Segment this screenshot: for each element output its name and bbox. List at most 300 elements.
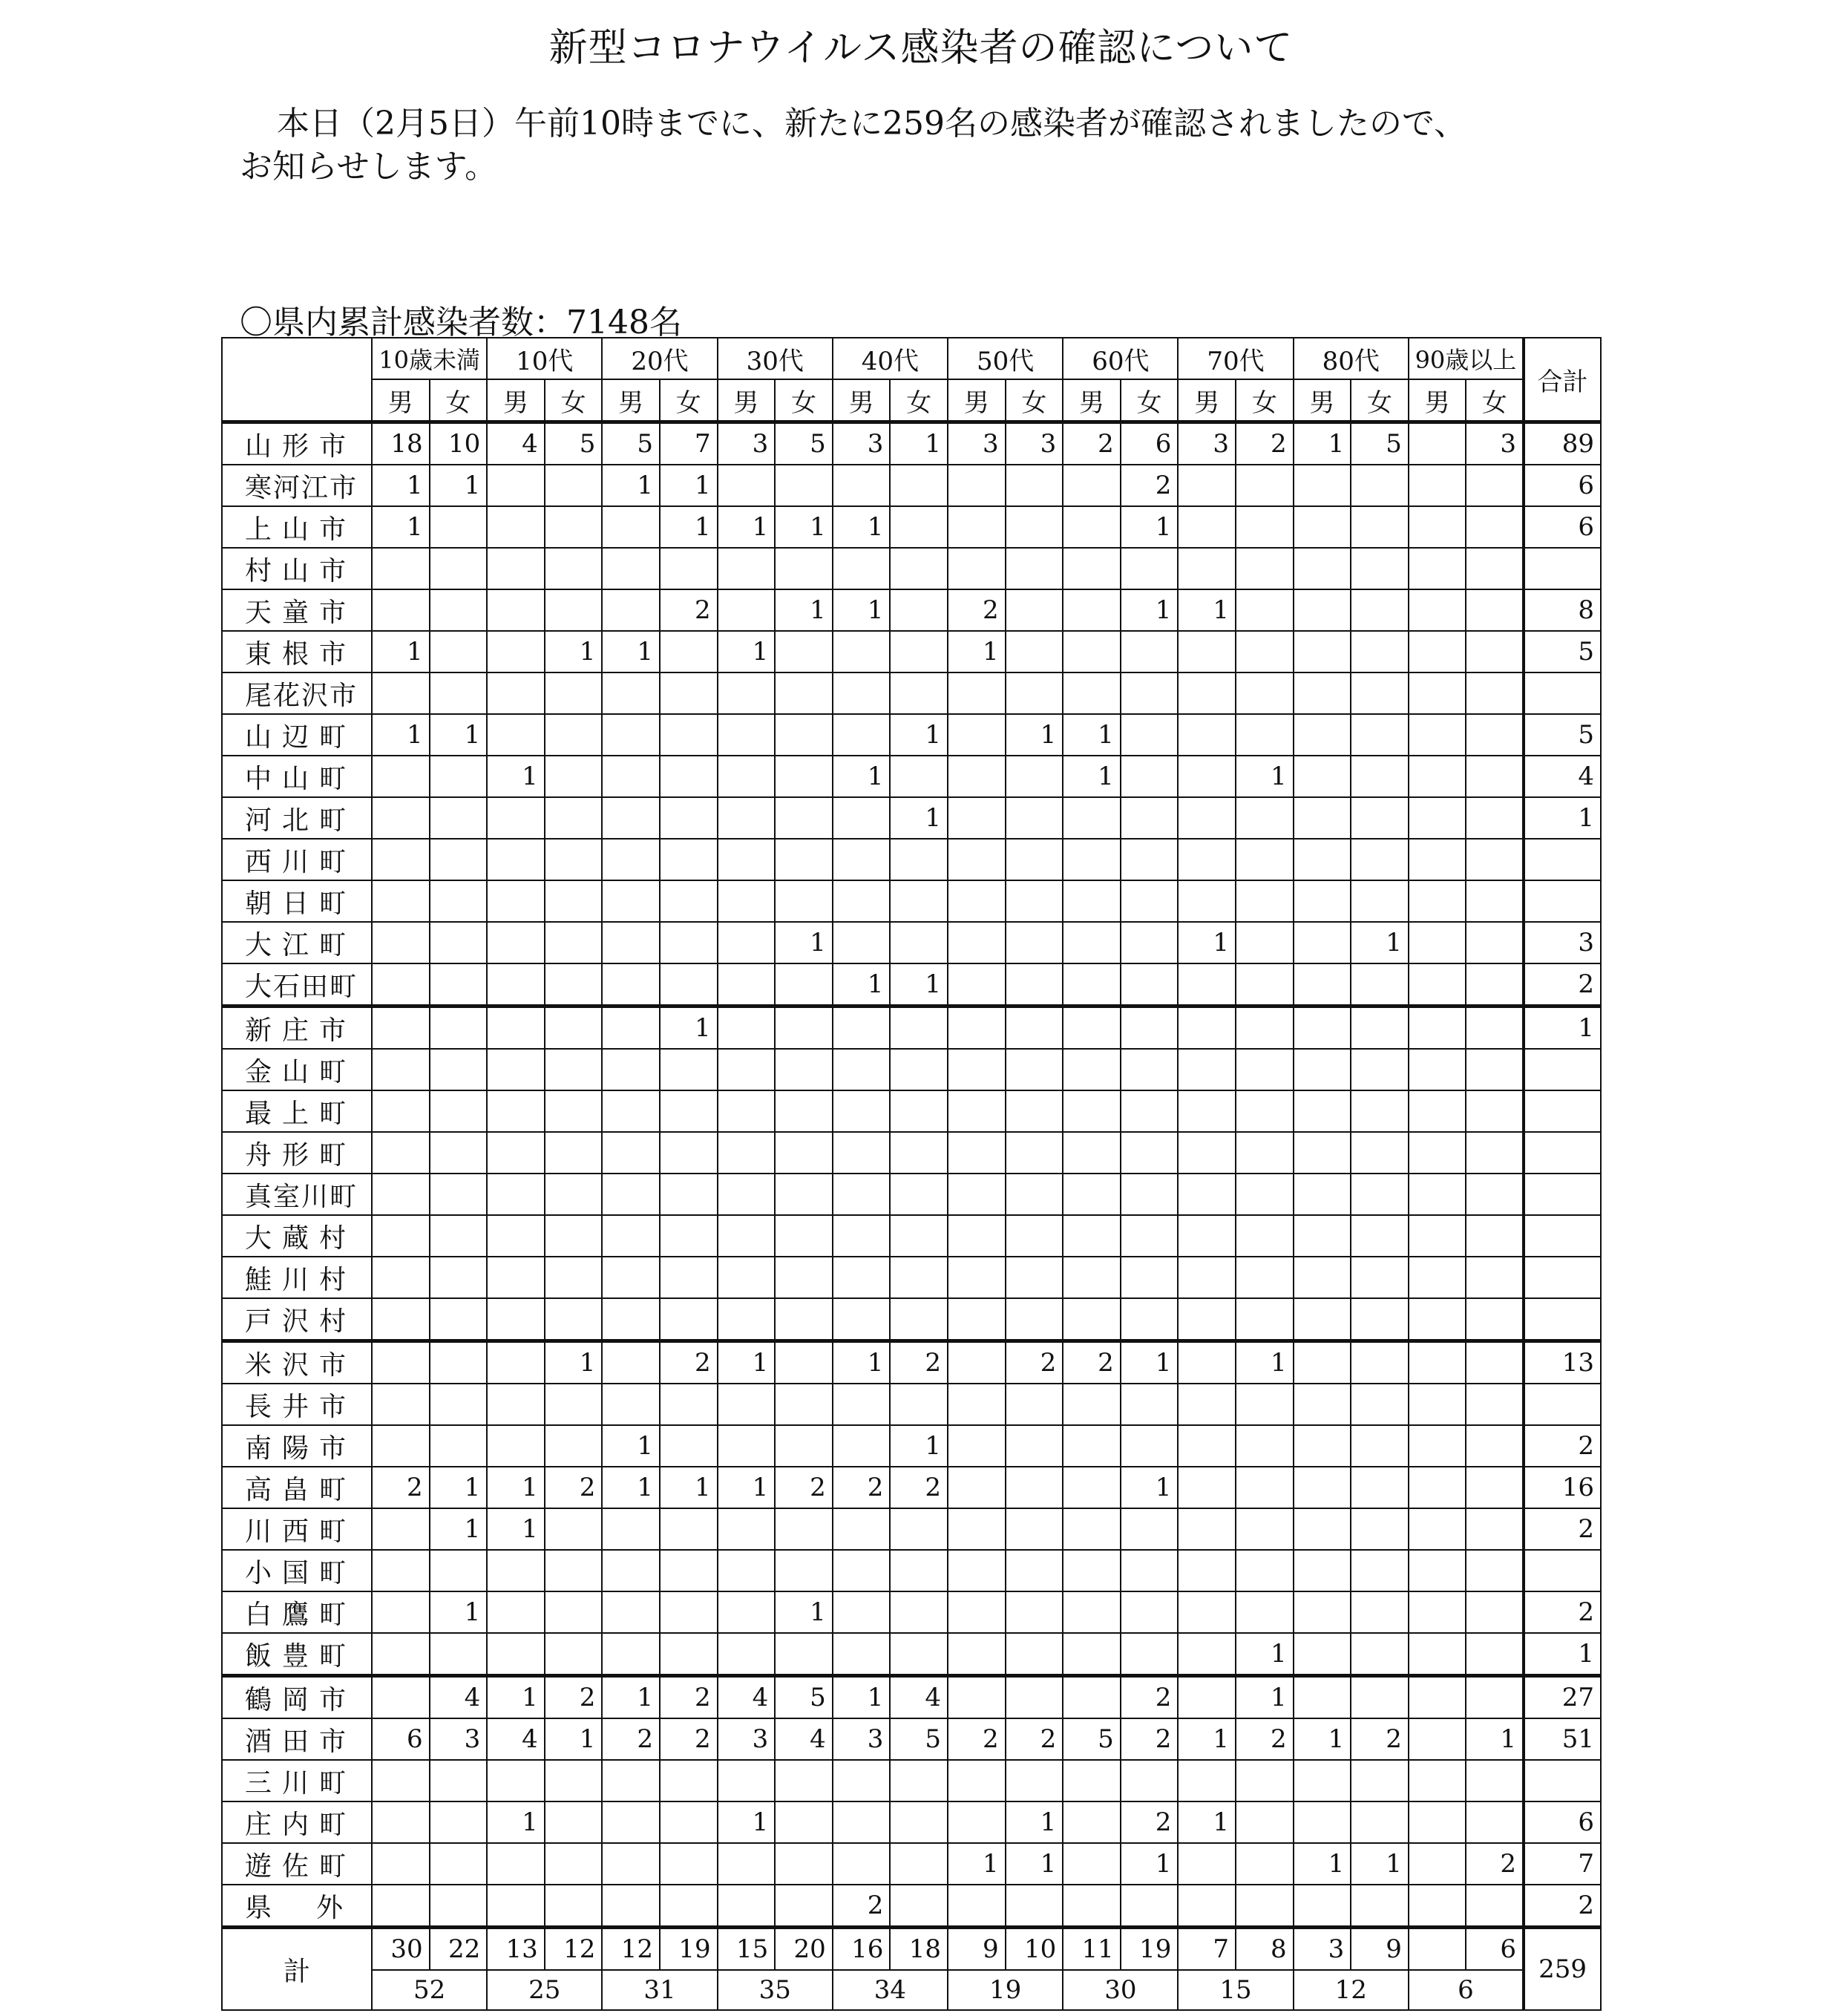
- count-cell: [660, 756, 718, 797]
- count-cell: [545, 922, 603, 963]
- table-row: [222, 1174, 1601, 1215]
- count-cell: [1063, 1049, 1121, 1090]
- table-row: [222, 506, 1601, 548]
- count-cell: [545, 506, 603, 548]
- municipality-name: 尾花沢市: [222, 672, 372, 714]
- count-cell: [775, 1760, 833, 1801]
- count-cell: [775, 1007, 833, 1050]
- row-total: [1524, 1132, 1601, 1174]
- municipality-name: 戸沢村: [222, 1298, 372, 1341]
- count-cell: 3: [718, 422, 776, 465]
- count-cell: [1466, 1508, 1524, 1550]
- count-cell: [430, 548, 488, 589]
- count-cell: [948, 1467, 1006, 1508]
- count-cell: 1: [775, 1591, 833, 1633]
- count-cell: [1121, 1257, 1179, 1298]
- count-cell: [660, 839, 718, 880]
- municipality-name: 長井市: [222, 1384, 372, 1425]
- count-cell: 6: [372, 1718, 430, 1760]
- count-cell: [545, 548, 603, 589]
- municipality-name: 三川町: [222, 1760, 372, 1801]
- count-cell: [1294, 1384, 1351, 1425]
- count-cell: 1: [372, 506, 430, 548]
- grand-total: 259: [1524, 1928, 1601, 2011]
- count-cell: [1294, 1885, 1351, 1928]
- count-cell: [1006, 1425, 1063, 1467]
- count-cell: [430, 1885, 488, 1928]
- table-row: [222, 422, 1601, 465]
- count-cell: [545, 589, 603, 631]
- count-cell: [1063, 963, 1121, 1007]
- count-cell: [948, 797, 1006, 839]
- municipality-name: 南陽市: [222, 1425, 372, 1467]
- count-cell: [1121, 1550, 1179, 1591]
- count-cell: [775, 672, 833, 714]
- count-cell: [1121, 1591, 1179, 1633]
- count-cell: [948, 1885, 1006, 1928]
- count-cell: [1178, 465, 1236, 506]
- count-cell: 2: [1063, 1341, 1121, 1384]
- table-row: [222, 714, 1601, 756]
- count-cell: [775, 1843, 833, 1885]
- municipality-name: 米沢市: [222, 1341, 372, 1384]
- count-cell: [1006, 1257, 1063, 1298]
- count-cell: [1178, 797, 1236, 839]
- count-cell: 1: [1178, 922, 1236, 963]
- count-cell: [1409, 1341, 1466, 1384]
- count-cell: 1: [833, 1676, 891, 1719]
- count-cell: [1178, 1508, 1236, 1550]
- count-cell: [1178, 963, 1236, 1007]
- count-cell: [487, 589, 545, 631]
- count-cell: [1063, 1591, 1121, 1633]
- count-cell: [833, 465, 891, 506]
- count-cell: [948, 506, 1006, 548]
- count-cell: 1: [1121, 506, 1179, 548]
- count-cell: [1351, 797, 1409, 839]
- municipality-name: 中山町: [222, 756, 372, 797]
- count-cell: 1: [775, 506, 833, 548]
- count-cell: [372, 797, 430, 839]
- count-cell: 4: [775, 1718, 833, 1760]
- count-cell: [660, 797, 718, 839]
- count-cell: 1: [602, 1467, 660, 1508]
- count-cell: 1: [430, 1467, 488, 1508]
- count-cell: [1063, 1801, 1121, 1843]
- count-cell: [833, 1132, 891, 1174]
- count-cell: [372, 839, 430, 880]
- count-cell: [1178, 1174, 1236, 1215]
- count-cell: 5: [1351, 422, 1409, 465]
- count-cell: [1409, 1467, 1466, 1508]
- count-cell: [1351, 1676, 1409, 1719]
- count-cell: [372, 1215, 430, 1257]
- count-cell: [1178, 1843, 1236, 1885]
- count-cell: 1: [948, 1843, 1006, 1885]
- count-cell: [1294, 1049, 1351, 1090]
- count-cell: [1006, 631, 1063, 672]
- count-cell: 2: [948, 589, 1006, 631]
- age-group-header: 50代: [948, 338, 1063, 379]
- count-cell: 10: [430, 422, 488, 465]
- count-cell: [1121, 1760, 1179, 1801]
- count-cell: [718, 797, 776, 839]
- count-cell: [1409, 714, 1466, 756]
- count-cell: [1006, 1467, 1063, 1508]
- municipality-name: 東根市: [222, 631, 372, 672]
- age-group-header: 30代: [718, 338, 833, 379]
- count-cell: [430, 589, 488, 631]
- count-cell: [372, 672, 430, 714]
- count-cell: [1006, 1384, 1063, 1425]
- count-cell: [430, 1049, 488, 1090]
- count-cell: [1006, 1090, 1063, 1132]
- count-cell: [775, 1801, 833, 1843]
- sex-total: 12: [545, 1928, 603, 1971]
- count-cell: [718, 1384, 776, 1425]
- count-cell: [487, 1843, 545, 1885]
- count-cell: [430, 1550, 488, 1591]
- count-cell: [1063, 506, 1121, 548]
- count-cell: [487, 1425, 545, 1467]
- table-row: [222, 548, 1601, 589]
- count-cell: [1409, 1633, 1466, 1676]
- count-cell: 2: [1236, 1718, 1294, 1760]
- count-cell: [430, 1298, 488, 1341]
- count-cell: [1236, 1508, 1294, 1550]
- count-cell: 2: [1006, 1341, 1063, 1384]
- count-cell: [1006, 1215, 1063, 1257]
- count-cell: [602, 1591, 660, 1633]
- count-cell: [1178, 1676, 1236, 1719]
- count-cell: [718, 1425, 776, 1467]
- count-cell: [1006, 1049, 1063, 1090]
- count-cell: [1409, 506, 1466, 548]
- count-cell: 2: [660, 1718, 718, 1760]
- count-cell: [1006, 1174, 1063, 1215]
- age-total: 12: [1294, 1970, 1409, 2010]
- count-cell: [545, 756, 603, 797]
- age-group-header: 20代: [602, 338, 717, 379]
- count-cell: [1006, 756, 1063, 797]
- count-cell: [1178, 1591, 1236, 1633]
- document-title: 新型コロナウイルス感染者の確認について: [548, 26, 1294, 71]
- count-cell: [602, 1090, 660, 1132]
- count-cell: [1063, 1467, 1121, 1508]
- row-total: 5: [1524, 714, 1601, 756]
- count-cell: 1: [1294, 422, 1351, 465]
- row-total: [1524, 1257, 1601, 1298]
- count-cell: [545, 797, 603, 839]
- count-cell: [1294, 963, 1351, 1007]
- count-cell: 4: [430, 1676, 488, 1719]
- count-cell: [1294, 922, 1351, 963]
- count-cell: [1351, 506, 1409, 548]
- count-cell: [833, 880, 891, 922]
- count-cell: [602, 714, 660, 756]
- count-cell: [1409, 1801, 1466, 1843]
- age-total: 15: [1178, 1970, 1293, 2010]
- count-cell: [1236, 1384, 1294, 1425]
- count-cell: [545, 1425, 603, 1467]
- count-cell: [1178, 1341, 1236, 1384]
- count-cell: [833, 1257, 891, 1298]
- count-cell: 5: [775, 1676, 833, 1719]
- totals-label: 計: [222, 1928, 372, 2011]
- count-cell: 1: [1294, 1718, 1351, 1760]
- count-cell: [833, 1090, 891, 1132]
- count-cell: [430, 756, 488, 797]
- count-cell: [1063, 922, 1121, 963]
- sex-header: 男: [1294, 379, 1351, 422]
- count-cell: [1409, 1591, 1466, 1633]
- total-header: 合計: [1524, 338, 1601, 422]
- count-cell: [1409, 1049, 1466, 1090]
- count-cell: [948, 672, 1006, 714]
- count-cell: 1: [833, 1341, 891, 1384]
- count-cell: [660, 1550, 718, 1591]
- table-row: [222, 631, 1601, 672]
- count-cell: [602, 672, 660, 714]
- count-cell: [1351, 1591, 1409, 1633]
- count-cell: 1: [1178, 1718, 1236, 1760]
- count-cell: 1: [545, 1341, 603, 1384]
- count-cell: [430, 1132, 488, 1174]
- count-cell: 2: [1121, 1676, 1179, 1719]
- count-cell: 1: [660, 1467, 718, 1508]
- count-cell: [775, 1174, 833, 1215]
- table-row: [222, 1257, 1601, 1298]
- count-cell: [1294, 1007, 1351, 1050]
- count-cell: [602, 880, 660, 922]
- count-cell: [948, 756, 1006, 797]
- count-cell: [890, 1885, 948, 1928]
- count-cell: [1294, 548, 1351, 589]
- count-cell: [660, 672, 718, 714]
- count-cell: [1351, 714, 1409, 756]
- count-cell: [1006, 963, 1063, 1007]
- sex-total: 20: [775, 1928, 833, 1971]
- count-cell: [1466, 1633, 1524, 1676]
- row-total: 13: [1524, 1341, 1601, 1384]
- count-cell: [1006, 1007, 1063, 1050]
- count-cell: [1409, 1174, 1466, 1215]
- municipality-name: 鶴岡市: [222, 1676, 372, 1719]
- count-cell: 2: [1121, 465, 1179, 506]
- row-total: 6: [1524, 506, 1601, 548]
- count-cell: [1466, 548, 1524, 589]
- count-cell: [602, 1049, 660, 1090]
- table-row: [222, 1885, 1601, 1928]
- count-cell: [1063, 839, 1121, 880]
- count-cell: [718, 1885, 776, 1928]
- count-cell: [1178, 880, 1236, 922]
- count-cell: [1294, 672, 1351, 714]
- row-total: [1524, 1090, 1601, 1132]
- count-cell: [1466, 922, 1524, 963]
- age-group-header: 10歳未満: [372, 338, 487, 379]
- count-cell: [1466, 1384, 1524, 1425]
- count-cell: [1351, 1215, 1409, 1257]
- count-cell: [1006, 1591, 1063, 1633]
- count-cell: [545, 1298, 603, 1341]
- count-cell: [430, 880, 488, 922]
- intro-paragraph: [240, 102, 1650, 189]
- row-total: [1524, 548, 1601, 589]
- count-cell: 3: [948, 422, 1006, 465]
- count-cell: 2: [890, 1467, 948, 1508]
- count-cell: [372, 1760, 430, 1801]
- count-cell: [948, 1384, 1006, 1425]
- count-cell: 1: [372, 631, 430, 672]
- count-cell: [1294, 880, 1351, 922]
- sex-header: 男: [948, 379, 1006, 422]
- table-row: [222, 1843, 1601, 1885]
- count-cell: 1: [1121, 1467, 1179, 1508]
- row-total: 1: [1524, 1633, 1601, 1676]
- count-cell: [1466, 672, 1524, 714]
- count-cell: [487, 1257, 545, 1298]
- municipality-name: 庄内町: [222, 1801, 372, 1843]
- count-cell: [545, 880, 603, 922]
- count-cell: [430, 1633, 488, 1676]
- count-cell: [1466, 1676, 1524, 1719]
- count-cell: [1006, 672, 1063, 714]
- count-cell: [1294, 631, 1351, 672]
- count-cell: 1: [602, 1676, 660, 1719]
- count-cell: 1: [487, 1467, 545, 1508]
- count-cell: [718, 1298, 776, 1341]
- count-cell: [1409, 548, 1466, 589]
- count-cell: [1178, 1049, 1236, 1090]
- table-row: [222, 672, 1601, 714]
- count-cell: [1236, 1591, 1294, 1633]
- row-total: [1524, 1298, 1601, 1341]
- count-cell: [948, 1090, 1006, 1132]
- count-cell: [487, 1760, 545, 1801]
- count-cell: [430, 1007, 488, 1050]
- municipality-name: 上山市: [222, 506, 372, 548]
- municipality-name: 大江町: [222, 922, 372, 963]
- municipality-name: 大石田町: [222, 963, 372, 1007]
- count-cell: 1: [545, 631, 603, 672]
- count-cell: [372, 1049, 430, 1090]
- count-cell: [1121, 1090, 1179, 1132]
- count-cell: 2: [1121, 1718, 1179, 1760]
- count-cell: [430, 1760, 488, 1801]
- count-cell: 1: [602, 465, 660, 506]
- count-cell: 1: [890, 797, 948, 839]
- count-cell: [602, 797, 660, 839]
- count-cell: 2: [660, 589, 718, 631]
- count-cell: [660, 548, 718, 589]
- count-cell: [833, 1298, 891, 1341]
- count-cell: [430, 1425, 488, 1467]
- row-total: [1524, 1550, 1601, 1591]
- count-cell: 1: [372, 465, 430, 506]
- count-cell: [487, 1007, 545, 1050]
- count-cell: [1409, 631, 1466, 672]
- count-cell: 1: [1063, 756, 1121, 797]
- count-cell: [775, 1215, 833, 1257]
- sex-total: 18: [890, 1928, 948, 1971]
- header-row-sex: [222, 379, 1601, 422]
- count-cell: [1236, 1132, 1294, 1174]
- count-cell: [660, 1425, 718, 1467]
- count-cell: [775, 839, 833, 880]
- sex-total: 19: [660, 1928, 718, 1971]
- count-cell: 3: [833, 422, 891, 465]
- count-cell: [545, 1174, 603, 1215]
- count-cell: [487, 922, 545, 963]
- count-cell: [602, 839, 660, 880]
- count-cell: [1351, 1174, 1409, 1215]
- count-cell: 1: [430, 465, 488, 506]
- count-cell: [1409, 1298, 1466, 1341]
- count-cell: [890, 1174, 948, 1215]
- count-cell: [718, 672, 776, 714]
- count-cell: [1121, 1633, 1179, 1676]
- count-cell: [1351, 1508, 1409, 1550]
- sex-total: 7: [1178, 1928, 1236, 1971]
- count-cell: [1236, 1885, 1294, 1928]
- count-cell: [1006, 922, 1063, 963]
- count-cell: [1409, 839, 1466, 880]
- count-cell: [545, 839, 603, 880]
- count-cell: [602, 1298, 660, 1341]
- count-cell: 3: [430, 1718, 488, 1760]
- count-cell: [372, 1132, 430, 1174]
- municipality-name: 西川町: [222, 839, 372, 880]
- count-cell: [1063, 1384, 1121, 1425]
- count-cell: [1466, 1215, 1524, 1257]
- count-cell: 2: [1351, 1718, 1409, 1760]
- count-cell: 1: [1351, 1843, 1409, 1885]
- sex-total: 9: [948, 1928, 1006, 1971]
- count-cell: [948, 1425, 1006, 1467]
- count-cell: 1: [718, 631, 776, 672]
- row-total: [1524, 880, 1601, 922]
- count-cell: [1236, 1467, 1294, 1508]
- count-cell: [833, 1007, 891, 1050]
- count-cell: [775, 797, 833, 839]
- table-row: [222, 1090, 1601, 1132]
- count-cell: [1409, 797, 1466, 839]
- count-cell: [1178, 1550, 1236, 1591]
- count-cell: [775, 963, 833, 1007]
- table-row: [222, 1591, 1601, 1633]
- count-cell: [545, 672, 603, 714]
- count-cell: [660, 1633, 718, 1676]
- count-cell: [1236, 1174, 1294, 1215]
- count-cell: [1063, 1550, 1121, 1591]
- count-cell: [1178, 839, 1236, 880]
- count-cell: [718, 1174, 776, 1215]
- cases-table: [221, 337, 1602, 2011]
- count-cell: [1121, 963, 1179, 1007]
- table-row: [222, 1132, 1601, 1174]
- count-cell: [718, 1550, 776, 1591]
- sex-total: 11: [1063, 1928, 1121, 1971]
- age-total: 6: [1409, 1970, 1524, 2010]
- count-cell: [1236, 672, 1294, 714]
- count-cell: [430, 1174, 488, 1215]
- table-row: [222, 1215, 1601, 1257]
- count-cell: [1063, 797, 1121, 839]
- count-cell: 1: [1121, 589, 1179, 631]
- count-cell: [1409, 672, 1466, 714]
- count-cell: [1063, 631, 1121, 672]
